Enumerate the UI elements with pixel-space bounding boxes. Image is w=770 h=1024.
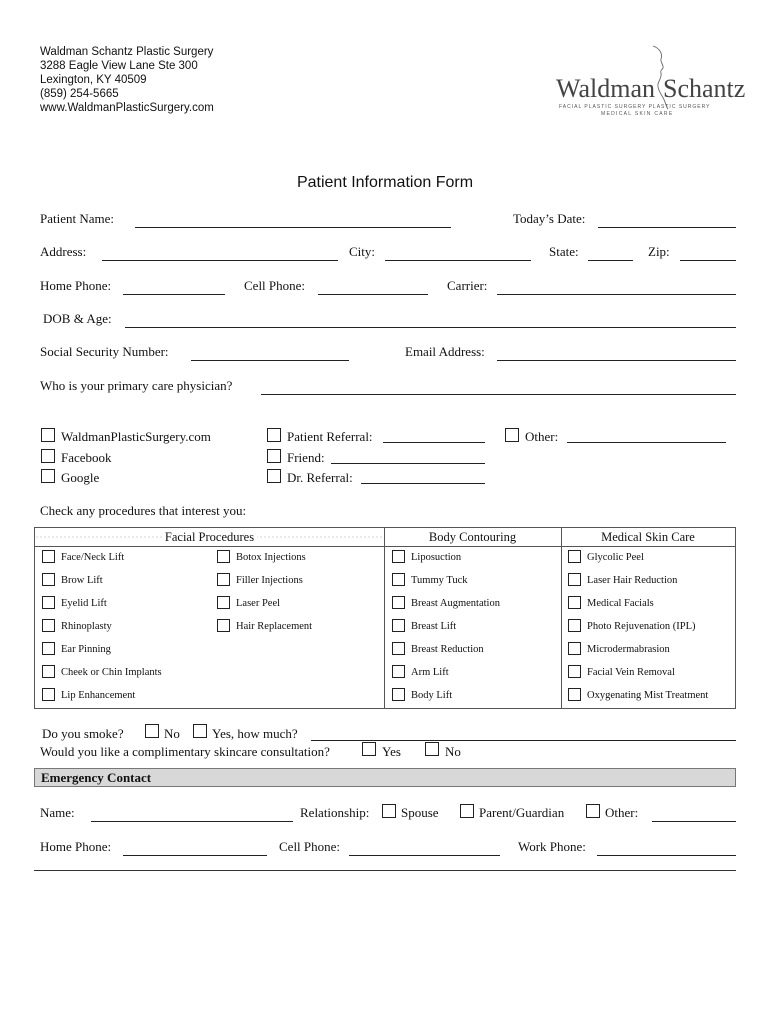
referral-facebook-label: Facebook (61, 450, 112, 465)
procedure-checkbox[interactable] (392, 642, 405, 655)
consultation-question: Would you like a complimentary skincare consultation? (40, 744, 330, 759)
emergency-name-label: Name: (40, 805, 75, 820)
referral-website-label: WaldmanPlasticSurgery.com (61, 429, 211, 444)
procedure-checkbox[interactable] (217, 596, 230, 609)
practice-street: 3288 Eagle View Lane Ste 300 (40, 60, 198, 72)
referral-facebook-checkbox[interactable] (41, 449, 55, 463)
procedure-label: Laser Peel (236, 598, 281, 609)
procedure-checkbox[interactable] (42, 573, 55, 586)
other-referral-label: Other: (525, 429, 559, 444)
ssn-field[interactable] (191, 360, 349, 361)
procedure-label: Brow Lift (61, 575, 103, 586)
procedure-label: Botox Injections (236, 552, 306, 563)
medical-skin-care-header: Medical Skin Care (561, 528, 735, 547)
consultation-no-checkbox[interactable] (425, 742, 439, 756)
procedure-label: Eyelid Lift (61, 598, 107, 609)
procedure-label: Glycolic Peel (587, 552, 644, 563)
procedure-checkbox[interactable] (392, 665, 405, 678)
procedure-checkbox[interactable] (392, 688, 405, 701)
practice-logo (553, 44, 746, 122)
friend-referral-label: Friend: (287, 450, 325, 465)
logo-name-left: Waldman (556, 74, 655, 103)
procedure-label: Breast Reduction (411, 644, 484, 655)
smoke-yes-label: Yes, how much? (212, 726, 298, 741)
other-referral-checkbox[interactable] (505, 428, 519, 442)
procedure-label: Medical Facials (587, 598, 654, 609)
dr-referral-field[interactable] (361, 483, 485, 484)
address-field[interactable] (102, 260, 338, 261)
emergency-work-phone-label: Work Phone: (518, 839, 586, 854)
referral-website-checkbox[interactable] (41, 428, 55, 442)
spouse-checkbox[interactable] (382, 804, 396, 818)
relationship-other-checkbox[interactable] (586, 804, 600, 818)
state-field[interactable] (588, 260, 633, 261)
home-phone-field[interactable] (123, 294, 225, 295)
email-label: Email Address: (405, 344, 485, 359)
procedure-label: Lip Enhancement (61, 690, 136, 701)
dob-age-label: DOB & Age: (43, 311, 112, 326)
relationship-other-field[interactable] (652, 821, 736, 822)
procedure-label: Breast Lift (411, 621, 457, 632)
column-divider (384, 528, 385, 708)
logo-tagline-skincare: MEDICAL SKIN CARE (601, 111, 674, 117)
todays-date-field[interactable] (598, 227, 736, 228)
zip-label: Zip: (648, 244, 670, 259)
parent-guardian-checkbox[interactable] (460, 804, 474, 818)
facial-procedures-header: Facial Procedures (35, 528, 384, 547)
logo-tagline: FACIAL PLASTIC SURGERY PLASTIC SURGERY (559, 104, 711, 110)
dr-referral-label: Dr. Referral: (287, 470, 353, 485)
procedure-checkbox[interactable] (568, 573, 581, 586)
procedure-checkbox[interactable] (217, 550, 230, 563)
procedure-checkbox[interactable] (42, 665, 55, 678)
emergency-cell-phone-field[interactable] (349, 855, 500, 856)
parent-guardian-label: Parent/Guardian (479, 805, 565, 820)
procedure-label: Laser Hair Reduction (587, 575, 678, 586)
city-field[interactable] (385, 260, 531, 261)
city-label: City: (349, 244, 376, 259)
procedure-checkbox[interactable] (42, 596, 55, 609)
procedure-checkbox[interactable] (42, 642, 55, 655)
procedure-checkbox[interactable] (568, 596, 581, 609)
emergency-work-phone-field[interactable] (597, 855, 736, 856)
cell-phone-label: Cell Phone: (244, 278, 306, 293)
body-contouring-header: Body Contouring (384, 528, 561, 547)
logo-name-right: Schantz (663, 74, 746, 103)
patient-referral-checkbox[interactable] (267, 428, 281, 442)
friend-referral-field[interactable] (331, 463, 485, 464)
procedure-label: Hair Replacement (236, 621, 313, 632)
referral-google-label: Google (61, 470, 100, 485)
procedure-checkbox[interactable] (42, 688, 55, 701)
procedure-label: Cheek or Chin Implants (61, 667, 162, 678)
procedure-checkbox[interactable] (392, 573, 405, 586)
relationship-other-label: Other: (605, 805, 639, 820)
patient-name-field[interactable] (135, 227, 451, 228)
smoke-no-checkbox[interactable] (145, 724, 159, 738)
email-field[interactable] (497, 360, 736, 361)
referral-google-checkbox[interactable] (41, 469, 55, 483)
procedures-prompt: Check any procedures that interest you: (40, 503, 247, 518)
procedure-checkbox[interactable] (392, 596, 405, 609)
todays-date-label: Today’s Date: (513, 211, 586, 226)
emergency-contact-header: Emergency Contact (34, 768, 736, 787)
smoke-question: Do you smoke? (42, 726, 124, 741)
practice-city-state-zip: Lexington, KY 40509 (40, 74, 147, 86)
relationship-label: Relationship: (300, 805, 370, 820)
procedure-checkbox[interactable] (568, 642, 581, 655)
procedure-label: Microdermabrasion (587, 644, 670, 655)
emergency-name-field[interactable] (91, 821, 293, 822)
practice-phone: (859) 254-5665 (40, 88, 119, 100)
procedure-checkbox[interactable] (42, 619, 55, 632)
procedure-label: Liposuction (411, 552, 462, 563)
spouse-label: Spouse (401, 805, 439, 820)
procedure-label: Face/Neck Lift (61, 552, 125, 563)
dob-age-field[interactable] (125, 327, 736, 328)
bottom-divider (34, 870, 736, 871)
procedure-label: Breast Augmentation (411, 598, 500, 609)
friend-referral-checkbox[interactable] (267, 449, 281, 463)
column-divider (561, 528, 562, 708)
procedure-label: Arm Lift (411, 667, 449, 678)
procedure-checkbox[interactable] (392, 619, 405, 632)
procedure-checkbox[interactable] (42, 550, 55, 563)
smoke-amount-field[interactable] (311, 740, 736, 741)
procedure-checkbox[interactable] (217, 619, 230, 632)
procedure-checkbox[interactable] (568, 665, 581, 678)
patient-referral-field[interactable] (383, 442, 485, 443)
procedure-checkbox[interactable] (217, 573, 230, 586)
emergency-cell-phone-label: Cell Phone: (279, 839, 341, 854)
emergency-home-phone-label: Home Phone: (40, 839, 112, 854)
smoke-yes-checkbox[interactable] (193, 724, 207, 738)
practice-website: www.WaldmanPlasticSurgery.com (40, 102, 214, 114)
consultation-yes-label: Yes (382, 744, 401, 759)
procedure-checkbox[interactable] (568, 619, 581, 632)
carrier-label: Carrier: (447, 278, 488, 293)
procedure-label: Oxygenating Mist Treatment (587, 690, 709, 701)
cell-phone-field[interactable] (318, 294, 428, 295)
zip-field[interactable] (680, 260, 736, 261)
address-label: Address: (40, 244, 87, 259)
other-referral-field[interactable] (567, 442, 726, 443)
procedure-label: Photo Rejuvenation (IPL) (587, 621, 696, 632)
patient-referral-label: Patient Referral: (287, 429, 373, 444)
practice-address-block (40, 45, 214, 115)
home-phone-label: Home Phone: (40, 278, 112, 293)
procedure-label: Ear Pinning (61, 644, 111, 655)
logo-wordmark (556, 74, 745, 104)
procedure-label: Rhinoplasty (61, 621, 112, 632)
physician-field[interactable] (261, 394, 736, 395)
procedure-checkbox[interactable] (392, 550, 405, 563)
procedure-label: Tummy Tuck (411, 575, 468, 586)
dr-referral-checkbox[interactable] (267, 469, 281, 483)
procedure-checkbox[interactable] (568, 550, 581, 563)
ssn-label: Social Security Number: (40, 344, 169, 359)
emergency-home-phone-field[interactable] (123, 855, 267, 856)
consultation-no-label: No (445, 744, 461, 759)
practice-name: Waldman Schantz Plastic Surgery (40, 46, 214, 58)
procedure-label: Filler Injections (236, 575, 303, 586)
smoke-no-label: No (164, 726, 180, 741)
consultation-yes-checkbox[interactable] (362, 742, 376, 756)
patient-name-label: Patient Name: (40, 211, 115, 226)
procedure-checkbox[interactable] (568, 688, 581, 701)
state-label: State: (549, 244, 579, 259)
procedure-label: Body Lift (411, 690, 453, 701)
form-title: Patient Information Form (296, 174, 474, 191)
physician-label: Who is your primary care physician? (40, 378, 233, 393)
carrier-field[interactable] (497, 294, 736, 295)
procedure-label: Facial Vein Removal (587, 667, 675, 678)
